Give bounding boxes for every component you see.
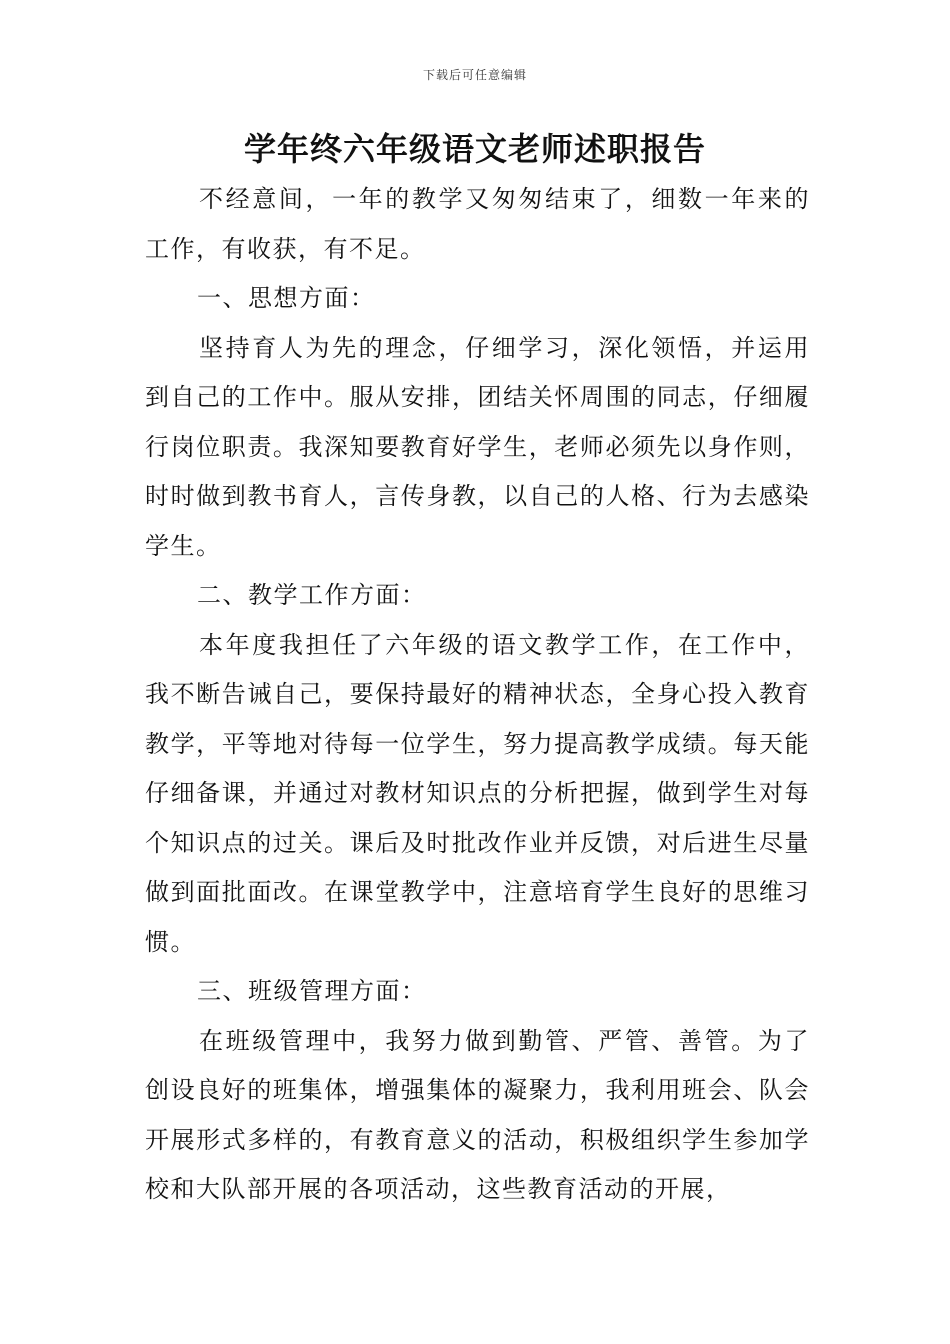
document-body xyxy=(145,175,810,1215)
document-title: 学年终六年级语文老师述职报告 xyxy=(243,130,706,168)
paragraph-class-management: 在班级管理中，我努力做到勤管、严管、善管。为了创设良好的班集体，增强集体的凝聚力，我利用班会、队会开展形式多样的，有教育意义的活动，积极组织学生参加学校和大队部开展的各项活动，这些教育活动的开展， xyxy=(145,1026,810,1203)
paragraph-teaching: 本年度我担任了六年级的语文教学工作，在工作中，我不断告诫自己，要保持最好的精神状态，全身心投入教育教学，平等地对待每一位学生，努力提高教学成绩。每天能仔细备课，并通过对教材知识点的分析把握，做到学生对每个知识点的过关。课后及时批改作业并反馈，对后进生尽量做到面批面改。在课堂教学中，注意培育学生良好的思维习惯。 xyxy=(145,630,810,956)
section-heading-teaching: 二、教学工作方面： xyxy=(197,581,427,609)
section-heading-class-management: 三、班级管理方面： xyxy=(197,977,427,1005)
header-note: 下载后可任意编辑 xyxy=(422,68,527,82)
paragraph-thought: 坚持育人为先的理念，仔细学习，深化领悟，并运用到自己的工作中。服从安排，团结关怀周围的同志，仔细履行岗位职责。我深知要教育好学生，老师必须先以身作则，时时做到教书育人，言传身教，以自己的人格、行为去感染学生。 xyxy=(145,333,810,560)
section-heading-thought: 一、思想方面： xyxy=(197,284,376,312)
paragraph-intro: 不经意间，一年的教学又匆匆结束了，细数一年来的工作，有收获，有不足。 xyxy=(145,185,810,263)
